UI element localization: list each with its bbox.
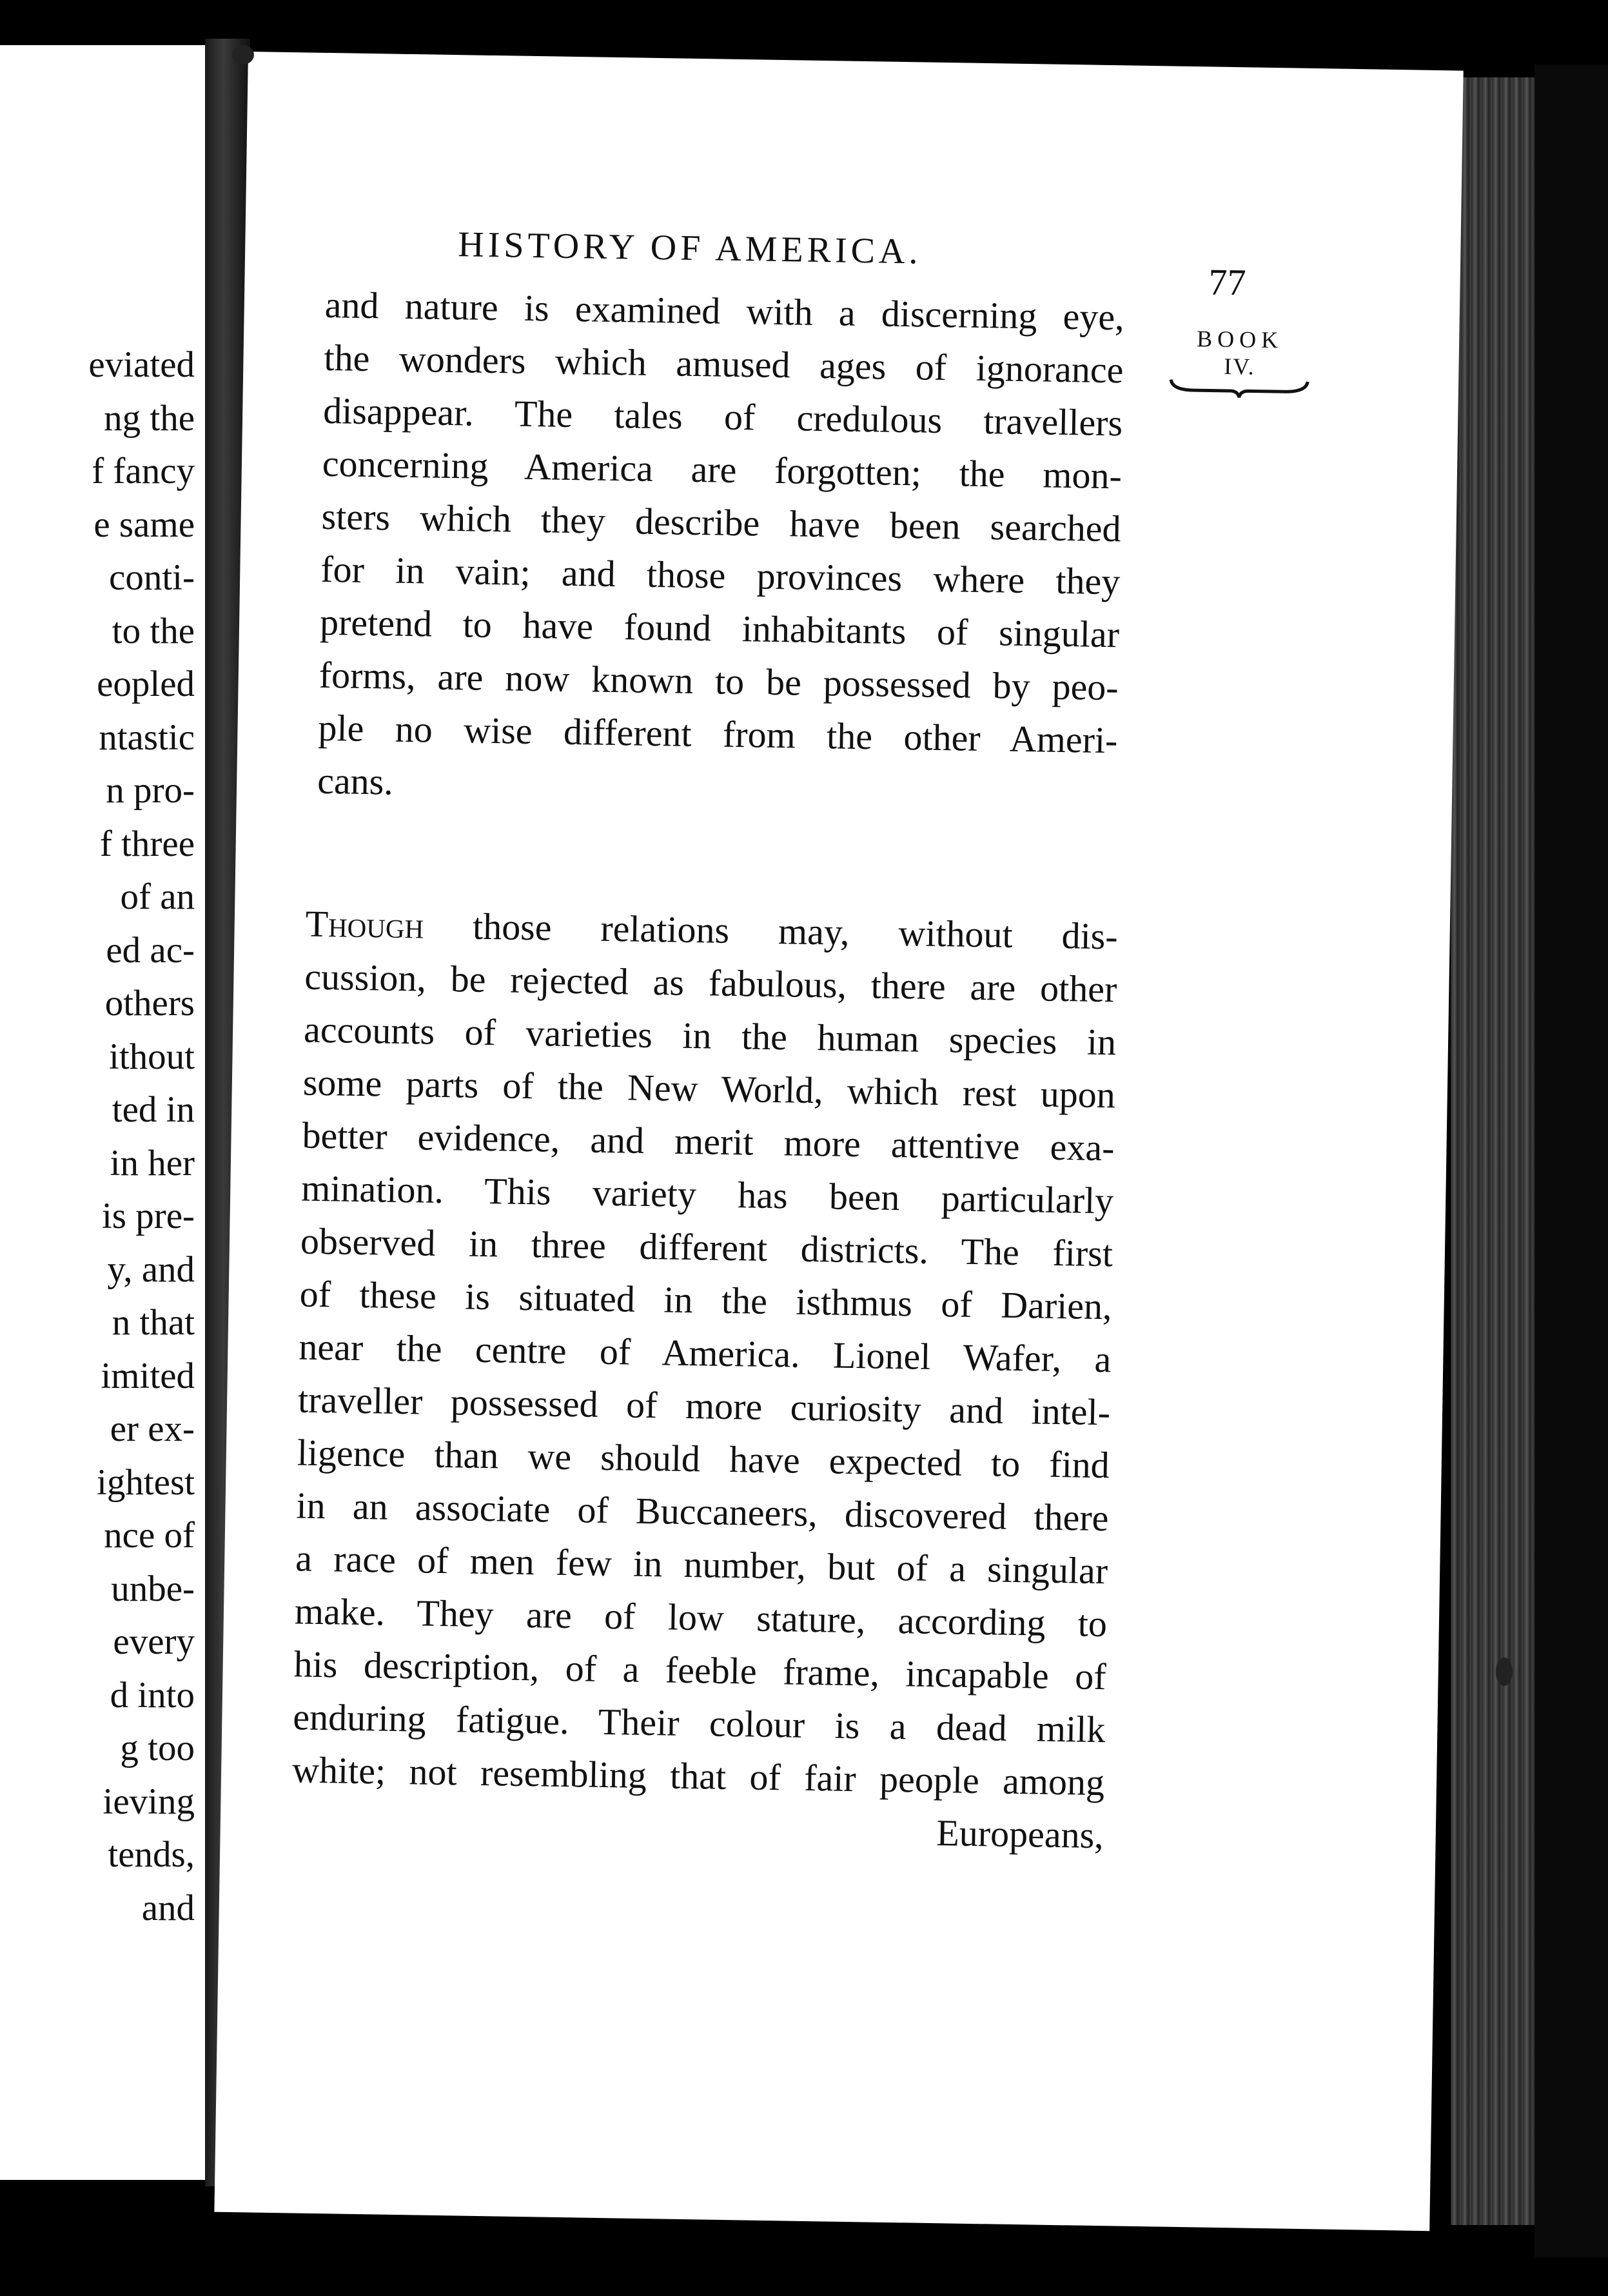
previous-page-line: ieving xyxy=(103,1781,195,1822)
previous-page-lines xyxy=(0,339,200,1935)
previous-page-line: er ex- xyxy=(110,1409,195,1449)
previous-page-line: ntastic xyxy=(99,717,195,758)
previous-page-line: f three xyxy=(99,823,195,864)
paragraph-2 xyxy=(291,898,1118,1863)
scan-speck xyxy=(1496,1658,1513,1686)
text-line: accounts of varieties in the human species in xyxy=(303,1008,1117,1064)
previous-page-line: unbe- xyxy=(111,1568,195,1609)
previous-page-line: f fancy xyxy=(92,451,195,491)
previous-page-line: ightest xyxy=(97,1461,195,1503)
previous-page-line: e same xyxy=(93,504,195,545)
text-line: pretend to have found inhabitants of singular xyxy=(319,600,1120,656)
text-line: for in vain; and those provinces where they xyxy=(320,548,1121,603)
text-line: white; not resembling that of fair people among xyxy=(291,1748,1105,1804)
text-line: concerning America are forgotten; the mon- xyxy=(322,442,1123,497)
previous-page-line: conti- xyxy=(109,557,195,598)
previous-page-line: g too xyxy=(120,1728,195,1768)
previous-page-fragment xyxy=(0,45,205,2180)
brace-icon xyxy=(1168,375,1311,401)
text-line: near the centre of America. Lionel Wafer, a xyxy=(298,1325,1112,1381)
scan-background xyxy=(1534,64,1608,2257)
previous-page-line: nce of xyxy=(104,1515,195,1556)
text-line: of these is situated in the isthmus of Darien, xyxy=(299,1272,1113,1328)
page-number: 77 xyxy=(1208,261,1247,304)
text-line: cussion, be rejected as fabulous, there are other xyxy=(304,955,1117,1011)
paragraph-1 xyxy=(317,279,1125,820)
text-line: better evidence, and merit more attentive exa- xyxy=(302,1114,1115,1169)
paragraph-lead-word: Though xyxy=(305,902,424,947)
text-line: make. They are of low stature, according to xyxy=(294,1590,1108,1645)
book-marginal-note xyxy=(1165,324,1315,401)
previous-page-line: imited xyxy=(101,1355,195,1396)
text-line: enduring fatigue. Their colour is a dead milk xyxy=(292,1696,1106,1751)
text-line-rest: those relations may, without dis- xyxy=(423,904,1119,958)
text-line: his description, of a feeble frame, incapable of xyxy=(293,1643,1107,1698)
previous-page-line: in her xyxy=(110,1142,195,1183)
previous-page-line: y, and xyxy=(107,1249,195,1290)
text-line: observed in three different districts. The first xyxy=(300,1220,1113,1275)
text-line: traveller possessed of more curiosity and intel- xyxy=(297,1378,1111,1434)
text-line: mination. This variety has been particularly xyxy=(300,1167,1114,1222)
previous-page-line: every xyxy=(113,1621,195,1662)
text-line: ple no wise different from the other Ameri- xyxy=(318,706,1118,762)
previous-page-line: and xyxy=(141,1887,195,1928)
previous-page-line: is pre- xyxy=(101,1196,195,1236)
text-line: sters which they describe have been searched xyxy=(321,495,1122,550)
text-line: in an associate of Buccaneers, discovered there xyxy=(296,1484,1109,1539)
previous-page-line: ed ac- xyxy=(106,929,195,971)
previous-page-line: to the xyxy=(112,610,195,651)
previous-page-line: n pro- xyxy=(106,770,195,811)
previous-page-line: d into xyxy=(110,1674,195,1716)
catchword: Europeans, xyxy=(936,1812,1104,1857)
previous-page-line: others xyxy=(104,983,195,1024)
previous-page-line: ithout xyxy=(108,1036,195,1077)
current-page xyxy=(214,52,1463,2231)
previous-page-line: eviated xyxy=(88,344,195,385)
previous-page-line: of an xyxy=(120,876,195,917)
previous-page-line: eopled xyxy=(97,664,195,704)
scan-speck xyxy=(232,45,254,64)
text-line: and nature is examined with a discerning eye, xyxy=(324,283,1125,339)
previous-page-line: ng the xyxy=(104,397,195,439)
text-line: ligence than we should have expected to find xyxy=(297,1431,1110,1487)
book-label: BOOK xyxy=(1196,326,1284,353)
book-number: IV. xyxy=(1224,353,1256,380)
text-line: some parts of the New World, which rest upon xyxy=(302,1061,1116,1116)
previous-page-line: ted in xyxy=(112,1089,195,1130)
previous-page-line: tends, xyxy=(108,1834,195,1875)
text-line: a race of men few in number, but of a singular xyxy=(295,1537,1108,1592)
text-line: disappear. The tales of credulous travellers xyxy=(322,389,1123,444)
text-line: the wonders which amused ages of ignorance xyxy=(324,336,1124,391)
running-head: HISTORY OF AMERICA. xyxy=(457,224,922,272)
previous-page-line: n that xyxy=(112,1302,195,1343)
text-line: cans. xyxy=(317,759,394,803)
text-line: forms, are now known to be possessed by peo- xyxy=(319,653,1119,709)
